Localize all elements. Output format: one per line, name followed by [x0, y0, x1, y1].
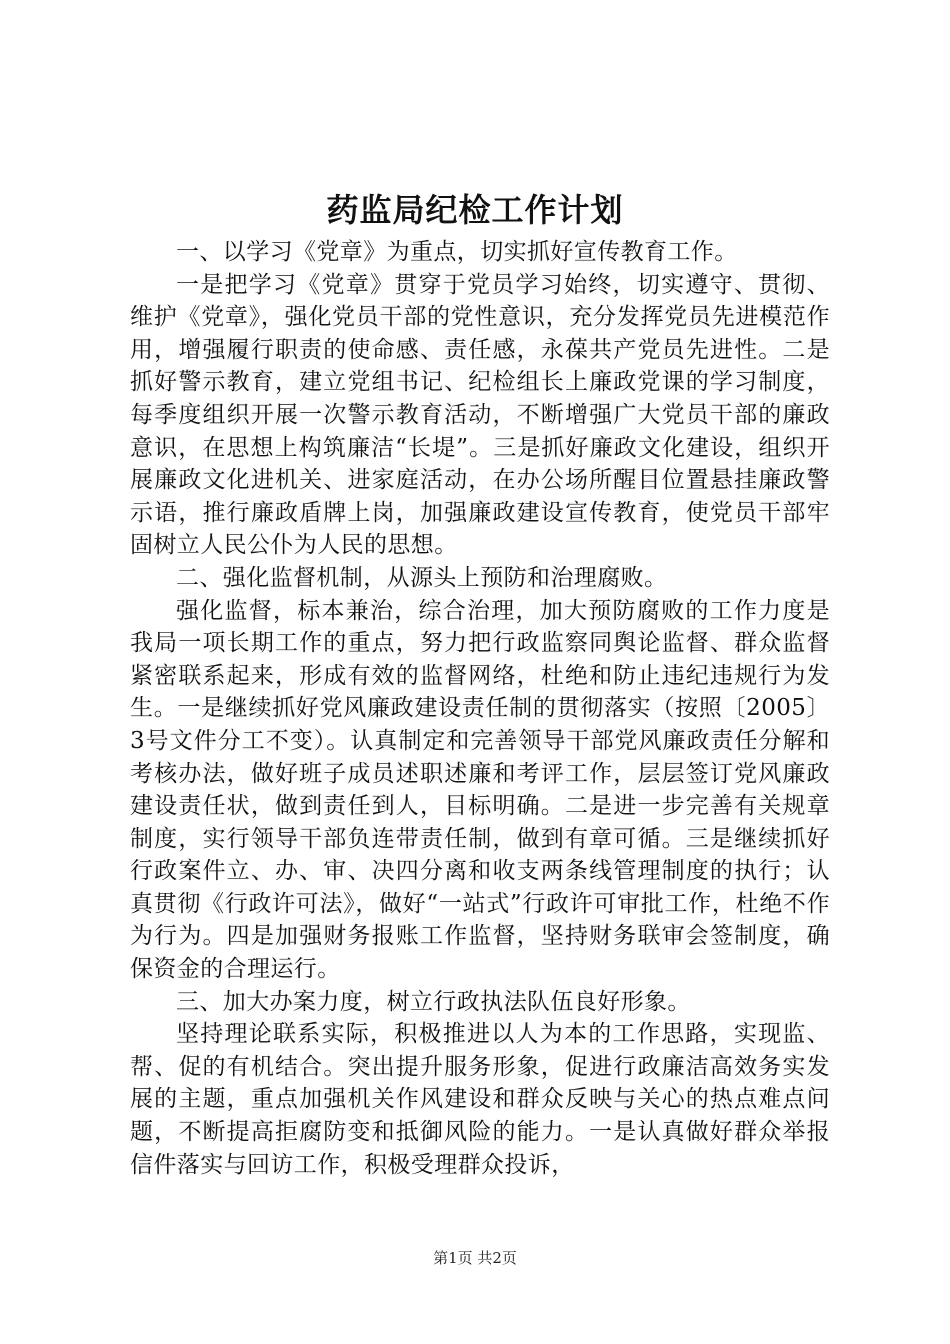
body-paragraph-3: 坚持理论联系实际，积极推进以人为本的工作思路，实现监、帮、促的有机结合。突出提升服务形象，促进行政廉洁高效务实发展的主题，重点加强机关作风建设和群众反映与关心的热点难点问题，不断提高拒腐防变和抵御风险的能力。一是认真做好群众举报信件落实与回访工作，积极受理群众投诉，	[130, 1021, 830, 1178]
body-paragraph-1: 一是把学习《党章》贯穿于党员学习始终，切实遵守、贯彻、维护《党章》，强化党员干部的党性意识，充分发挥党员先进模范作用，增强履行职责的使命感、责任感，永葆共产党员先进性。二是抓好警示教育，建立党组书记、纪检组长上廉政党课的学习制度，每季度组织开展一次警示教育活动，不断增强广大党员干部的廉政意识，在思想上构筑廉洁“长堤”。三是抓好廉政文化建设，组织开展廉政文化进机关、进家庭活动，在办公场所醒目位置悬挂廉政警示语，推行廉政盾牌上岗，加强廉政建设宣传教育，使党员干部牢固树立人民公仆为人民的思想。	[130, 271, 830, 559]
body-paragraph-2: 强化监督，标本兼治，综合治理，加大预防腐败的工作力度是我局一项长期工作的重点，努力把行政监察同舆论监督、群众监督紧密联系起来，形成有效的监督网络，杜绝和防止违纪违规行为发生。一是继续抓好党风廉政建设责任制的贯彻落实（按照〔2005〕3号文件分工不变）。认真制定和完善领导干部党风廉政责任分解和考核办法，做好班子成员述职述廉和考评工作，层层签订党风廉政建设责任状，做到责任到人，目标明确。二是进一步完善有关规章制度，实行领导干部负连带责任制，做到有章可循。三是继续抓好行政案件立、办、审、决四分离和收支两条线管理制度的执行；认真贯彻《行政许可法》，做好“一站式”行政许可审批工作，杜绝不作为行为。四是加强财务报账工作监督，坚持财务联审会签制度，确保资金的合理运行。	[130, 597, 830, 983]
section-heading-3: 三、加大办案力度，树立行政执法队伍良好形象。	[176, 988, 691, 1015]
page-number-footer: 第1页 共2页	[433, 1249, 517, 1267]
document-title: 药监局纪检工作计划	[326, 191, 624, 229]
section-heading-1: 一、以学习《党章》为重点，切实抓好宣传教育工作。	[176, 239, 738, 265]
section-heading-2: 二、强化监督机制，从源头上预防和治理腐败。	[176, 564, 668, 591]
document-body	[130, 236, 830, 1181]
